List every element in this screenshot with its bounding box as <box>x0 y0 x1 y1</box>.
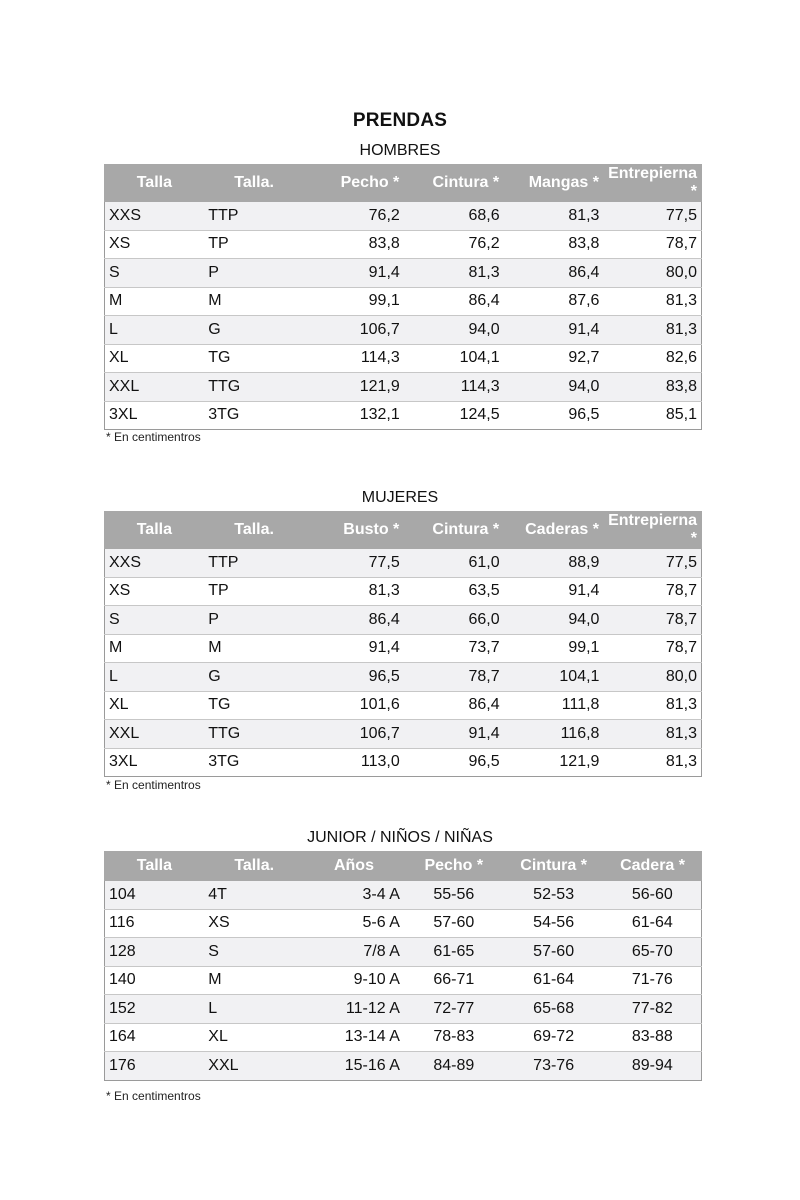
table-cell: 77,5 <box>603 549 701 578</box>
table-cell: G <box>204 316 304 345</box>
table-cell: 116 <box>105 909 205 938</box>
table-cell: 73,7 <box>404 634 504 663</box>
table-cell: G <box>204 663 304 692</box>
table-cell: 56-60 <box>604 881 702 910</box>
table-cell: XS <box>105 230 205 259</box>
table-cell: 77,5 <box>603 202 701 231</box>
table-row <box>105 344 702 373</box>
table-cell: 113,0 <box>304 748 404 777</box>
column-header: Entrepierna * <box>603 165 701 202</box>
table-cell: 101,6 <box>304 691 404 720</box>
table-cell: 81,3 <box>304 577 404 606</box>
column-header: Cadera * <box>604 852 702 881</box>
size-table-junior <box>104 851 702 1081</box>
column-header: Talla. <box>204 165 304 202</box>
table-cell: 87,6 <box>504 287 604 316</box>
table-cell: 57-60 <box>404 909 504 938</box>
units-note-hombres: * En centimentros <box>106 430 201 444</box>
table-cell: XL <box>105 691 205 720</box>
column-header: Cintura * <box>404 512 504 549</box>
table-cell: 91,4 <box>504 316 604 345</box>
table-cell: 78,7 <box>603 230 701 259</box>
table-cell: XXL <box>204 1052 304 1081</box>
table-cell: M <box>204 966 304 995</box>
table-cell: 81,3 <box>404 259 504 288</box>
table-cell: 65-70 <box>604 938 702 967</box>
table-cell: 91,4 <box>304 259 404 288</box>
table-row <box>105 549 702 578</box>
units-note-mujeres: * En centimentros <box>106 778 201 792</box>
table-cell: 111,8 <box>504 691 604 720</box>
table-cell: 68,6 <box>404 202 504 231</box>
table-cell: 104 <box>105 881 205 910</box>
table-cell: XXL <box>105 720 205 749</box>
column-header: Entrepierna * <box>603 512 701 549</box>
table-cell: 3XL <box>105 748 205 777</box>
table-cell: 78,7 <box>404 663 504 692</box>
table-cell: TTG <box>204 373 304 402</box>
table-cell: 91,4 <box>404 720 504 749</box>
table-cell: 9-10 A <box>304 966 404 995</box>
table-row <box>105 663 702 692</box>
table-cell: 114,3 <box>404 373 504 402</box>
table-cell: 116,8 <box>504 720 604 749</box>
column-header: Talla. <box>204 512 304 549</box>
table-cell: 4T <box>204 881 304 910</box>
table-cell: 92,7 <box>504 344 604 373</box>
table-cell: 78-83 <box>404 1023 504 1052</box>
table-cell: L <box>105 316 205 345</box>
table-cell: 106,7 <box>304 316 404 345</box>
table-cell: XXS <box>105 202 205 231</box>
table-row <box>105 1052 702 1081</box>
table-header-row <box>105 512 702 549</box>
table-cell: 11-12 A <box>304 995 404 1024</box>
column-header: Pecho * <box>404 852 504 881</box>
section-title-mujeres: MUJERES <box>361 489 439 506</box>
table-row <box>105 373 702 402</box>
table-cell: TP <box>204 577 304 606</box>
table-cell: 65-68 <box>504 995 604 1024</box>
size-table-hombres <box>104 164 702 430</box>
table-cell: 140 <box>105 966 205 995</box>
column-header: Talla <box>105 512 205 549</box>
table-row <box>105 881 702 910</box>
table-row <box>105 691 702 720</box>
table-cell: 54-56 <box>504 909 604 938</box>
table-cell: XXS <box>105 549 205 578</box>
table-row <box>105 202 702 231</box>
table-cell: L <box>105 663 205 692</box>
table-cell: 91,4 <box>304 634 404 663</box>
table-cell: M <box>105 287 205 316</box>
table-cell: 84-89 <box>404 1052 504 1081</box>
table-cell: 104,1 <box>504 663 604 692</box>
table-cell: 52-53 <box>504 881 604 910</box>
table-cell: 96,5 <box>304 663 404 692</box>
table-cell: 78,7 <box>603 634 701 663</box>
table-cell: 114,3 <box>304 344 404 373</box>
table-cell: TP <box>204 230 304 259</box>
table-cell: 61-64 <box>604 909 702 938</box>
table-cell: 128 <box>105 938 205 967</box>
table-cell: 83-88 <box>604 1023 702 1052</box>
table-cell: XS <box>204 909 304 938</box>
table-cell: 77-82 <box>604 995 702 1024</box>
table-cell: XXL <box>105 373 205 402</box>
table-row <box>105 287 702 316</box>
column-header: Años <box>304 852 404 881</box>
table-cell: 63,5 <box>404 577 504 606</box>
table-cell: 121,9 <box>504 748 604 777</box>
section-title-junior: JUNIOR / NIÑOS / NIÑAS <box>307 829 493 846</box>
table-cell: 78,7 <box>603 606 701 635</box>
table-cell: XL <box>204 1023 304 1052</box>
table-cell: M <box>105 634 205 663</box>
table-cell: 96,5 <box>404 748 504 777</box>
table-cell: 81,3 <box>603 720 701 749</box>
table-cell: 121,9 <box>304 373 404 402</box>
column-header: Caderas * <box>504 512 604 549</box>
column-header: Cintura * <box>404 165 504 202</box>
table-cell: 124,5 <box>404 401 504 430</box>
table-row <box>105 401 702 430</box>
table-cell: 5-6 A <box>304 909 404 938</box>
table-cell: 96,5 <box>504 401 604 430</box>
table-cell: 88,9 <box>504 549 604 578</box>
table-row <box>105 577 702 606</box>
table-cell: 89-94 <box>604 1052 702 1081</box>
table-cell: 76,2 <box>304 202 404 231</box>
table-cell: 73-76 <box>504 1052 604 1081</box>
column-header: Talla. <box>204 852 304 881</box>
table-cell: 82,6 <box>603 344 701 373</box>
table-row <box>105 720 702 749</box>
table-cell: 13-14 A <box>304 1023 404 1052</box>
table-row <box>105 995 702 1024</box>
table-cell: S <box>204 938 304 967</box>
table-cell: 86,4 <box>304 606 404 635</box>
column-header: Busto * <box>304 512 404 549</box>
table-cell: 86,4 <box>504 259 604 288</box>
size-table-mujeres <box>104 511 702 777</box>
table-cell: 3-4 A <box>304 881 404 910</box>
table-cell: 132,1 <box>304 401 404 430</box>
table-cell: 3TG <box>204 401 304 430</box>
table-cell: 81,3 <box>504 202 604 231</box>
table-row <box>105 230 702 259</box>
table-cell: TTP <box>204 202 304 231</box>
column-header: Cintura * <box>504 852 604 881</box>
table-header-row <box>105 852 702 881</box>
table-cell: 152 <box>105 995 205 1024</box>
table-cell: 81,3 <box>603 287 701 316</box>
table-cell: 76,2 <box>404 230 504 259</box>
table-cell: 83,8 <box>603 373 701 402</box>
table-cell: 81,3 <box>603 691 701 720</box>
table-cell: 3XL <box>105 401 205 430</box>
table-cell: 83,8 <box>504 230 604 259</box>
column-header: Pecho * <box>304 165 404 202</box>
column-header: Talla <box>105 852 205 881</box>
table-cell: 86,4 <box>404 691 504 720</box>
table-cell: XS <box>105 577 205 606</box>
table-cell: 66,0 <box>404 606 504 635</box>
table-row <box>105 606 702 635</box>
table-cell: 77,5 <box>304 549 404 578</box>
table-row <box>105 259 702 288</box>
table-cell: 15-16 A <box>304 1052 404 1081</box>
table-cell: 80,0 <box>603 663 701 692</box>
table-cell: 94,0 <box>404 316 504 345</box>
table-row <box>105 909 702 938</box>
table-cell: P <box>204 606 304 635</box>
table-cell: 86,4 <box>404 287 504 316</box>
table-row <box>105 1023 702 1052</box>
table-cell: 94,0 <box>504 373 604 402</box>
table-row <box>105 748 702 777</box>
table-cell: 66-71 <box>404 966 504 995</box>
table-cell: 83,8 <box>304 230 404 259</box>
table-header-row <box>105 165 702 202</box>
table-cell: 55-56 <box>404 881 504 910</box>
table-row <box>105 938 702 967</box>
table-cell: 61-64 <box>504 966 604 995</box>
table-cell: 61,0 <box>404 549 504 578</box>
column-header: Mangas * <box>504 165 604 202</box>
table-cell: XL <box>105 344 205 373</box>
column-header: Talla <box>105 165 205 202</box>
table-cell: 106,7 <box>304 720 404 749</box>
table-cell: S <box>105 606 205 635</box>
table-row <box>105 966 702 995</box>
table-cell: 3TG <box>204 748 304 777</box>
table-cell: 69-72 <box>504 1023 604 1052</box>
table-cell: 85,1 <box>603 401 701 430</box>
table-cell: L <box>204 995 304 1024</box>
table-cell: 91,4 <box>504 577 604 606</box>
table-cell: 57-60 <box>504 938 604 967</box>
table-cell: TG <box>204 691 304 720</box>
table-cell: 61-65 <box>404 938 504 967</box>
table-cell: 94,0 <box>504 606 604 635</box>
table-row <box>105 634 702 663</box>
table-cell: TTP <box>204 549 304 578</box>
table-cell: M <box>204 634 304 663</box>
table-cell: TTG <box>204 720 304 749</box>
table-cell: M <box>204 287 304 316</box>
table-cell: 164 <box>105 1023 205 1052</box>
table-cell: 81,3 <box>603 748 701 777</box>
table-cell: TG <box>204 344 304 373</box>
table-cell: S <box>105 259 205 288</box>
table-cell: 176 <box>105 1052 205 1081</box>
table-cell: 7/8 A <box>304 938 404 967</box>
table-cell: 81,3 <box>603 316 701 345</box>
table-cell: 99,1 <box>504 634 604 663</box>
table-row <box>105 316 702 345</box>
table-cell: 78,7 <box>603 577 701 606</box>
page-title: PRENDAS <box>352 110 448 131</box>
table-cell: 99,1 <box>304 287 404 316</box>
section-title-hombres: HOMBRES <box>359 142 441 159</box>
table-cell: 71-76 <box>604 966 702 995</box>
table-cell: 80,0 <box>603 259 701 288</box>
table-cell: 72-77 <box>404 995 504 1024</box>
units-note-junior: * En centimentros <box>106 1089 201 1103</box>
table-cell: 104,1 <box>404 344 504 373</box>
table-cell: P <box>204 259 304 288</box>
